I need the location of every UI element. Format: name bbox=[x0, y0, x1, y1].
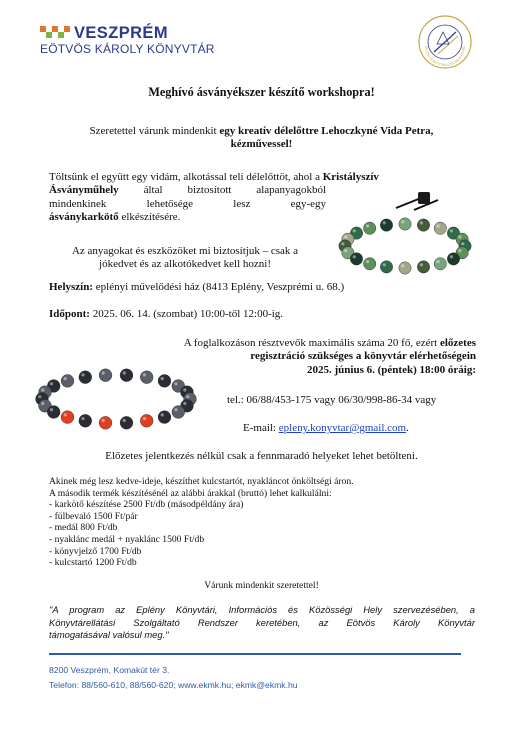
bead-highlight bbox=[102, 371, 105, 374]
bead-highlight bbox=[383, 263, 386, 266]
bead-highlight bbox=[174, 382, 177, 385]
logo-name: VESZPRÉM bbox=[74, 24, 168, 42]
bead-highlight bbox=[183, 402, 186, 405]
bead-highlight bbox=[81, 417, 84, 420]
bead bbox=[61, 375, 74, 388]
bead bbox=[350, 253, 362, 265]
desc-bracelet: ásványkarkötő bbox=[49, 211, 119, 224]
registration-note bbox=[170, 337, 476, 377]
location-label: Helyszín: bbox=[49, 281, 93, 293]
welcome-line: Várunk mindenkit szeretettel! bbox=[204, 580, 319, 591]
green-bracelet-image bbox=[334, 190, 476, 282]
bead-highlight bbox=[458, 235, 461, 238]
email-label: E-mail: bbox=[243, 422, 279, 434]
registration-line1: A foglalkozáson résztvevők maximális száma 20 fő, ezért bbox=[183, 337, 440, 349]
bead bbox=[417, 219, 429, 231]
bead-highlight bbox=[174, 408, 177, 411]
logo-subtitle: EÖTVÖS KÁROLY KÖNYVTÁR bbox=[40, 42, 215, 56]
bead-highlight bbox=[123, 371, 126, 374]
quote-line1: "A program az Eplény Könyvtári, Információs és Közösségi Hely szervezésében, a bbox=[49, 604, 475, 615]
footer-divider bbox=[49, 653, 461, 655]
bead-highlight bbox=[366, 260, 369, 263]
email-line bbox=[243, 422, 483, 435]
bead-highlight bbox=[64, 413, 67, 416]
footer-address: 8200 Veszprém, Komakút tér 3. bbox=[49, 665, 170, 675]
bead-highlight bbox=[50, 408, 53, 411]
desc-line4: elkészítésére. bbox=[118, 211, 181, 224]
time-line bbox=[49, 308, 489, 321]
bead-highlight bbox=[420, 221, 423, 224]
bead-highlight bbox=[437, 224, 440, 227]
bead-highlight bbox=[401, 264, 404, 267]
bead-highlight bbox=[344, 249, 347, 252]
bead-highlight bbox=[437, 260, 440, 263]
bead-highlight bbox=[353, 255, 356, 258]
bead-highlight bbox=[461, 242, 464, 245]
price-item: - medál 800 Ft/db bbox=[49, 522, 118, 534]
extra-line1: Akinek még lesz kedve-ideje, készíthet kulcstartót, nyakláncot önköltségi áron. bbox=[49, 476, 354, 487]
email-link[interactable]: epleny.konyvtar@gmail.com bbox=[278, 422, 407, 434]
registration-line2: regisztráció szükséges a könyvtár elérhetőségein bbox=[250, 350, 476, 363]
desc-line2: által biztosított alapanyagokból bbox=[118, 184, 326, 197]
intro-bold-line1: egy kreatív délelőttre Lehoczkyné Vida Petra, bbox=[219, 125, 434, 137]
desc-brand-a: Kristályszív bbox=[322, 171, 379, 183]
svg-text:EPLÉNY KÖNYVTÁRI SZOLGÁLTATÓ H bbox=[417, 14, 466, 67]
bead-highlight bbox=[41, 402, 44, 405]
intro-bold-line2: kézművessel! bbox=[230, 138, 293, 151]
bead-highlight bbox=[102, 419, 105, 422]
bead bbox=[364, 222, 376, 234]
bead-highlight bbox=[186, 395, 189, 398]
bead bbox=[380, 261, 392, 273]
registration-notice: Előzetes jelentkezés nélkül csak a fennmaradó helyeket lehet betölteni. bbox=[105, 450, 418, 462]
bead bbox=[399, 262, 411, 274]
phone-line: tel.: 06/88/453-175 vagy 06/30/998-86-34 vagy bbox=[227, 394, 437, 406]
desc-line1: Töltsünk el együtt egy vidám, alkotással teli délelőttöt, ahol a bbox=[49, 171, 323, 183]
intro-paragraph bbox=[40, 125, 483, 152]
price-item: - nyaklánc medál + nyaklánc 1500 Ft/db bbox=[49, 533, 205, 545]
bead bbox=[120, 416, 133, 429]
bead-highlight bbox=[366, 224, 369, 227]
logo-checker-icon bbox=[40, 26, 70, 40]
intro-text: Szeretettel várunk mindenkit bbox=[89, 125, 220, 137]
bead bbox=[79, 414, 92, 427]
price-item: - kulcstartó 1200 Ft/db bbox=[49, 557, 137, 569]
bead-highlight bbox=[450, 229, 453, 232]
bead-highlight bbox=[450, 255, 453, 258]
extra-info bbox=[49, 476, 489, 569]
registration-bold: előzetes bbox=[439, 337, 476, 349]
bead-highlight bbox=[344, 235, 347, 238]
bead-highlight bbox=[143, 373, 146, 376]
price-item: - könyvjelző 1700 Ft/db bbox=[49, 545, 142, 557]
bead-highlight bbox=[420, 263, 423, 266]
bead-highlight bbox=[383, 221, 386, 224]
bead bbox=[399, 218, 411, 230]
bead bbox=[79, 371, 92, 384]
time-label: Időpont: bbox=[49, 308, 90, 320]
materials-note bbox=[40, 245, 330, 272]
extra-line2: A második termék készítésénél az alábbi árakkal (bruttó) lehet kalkulálni: bbox=[49, 487, 332, 499]
quote-line3: támogatásával valósul meg." bbox=[49, 629, 169, 641]
bead bbox=[434, 222, 446, 234]
materials-line2: jókedvet és az alkotókedvet kell hozni! bbox=[99, 258, 271, 271]
bead-highlight bbox=[353, 229, 356, 232]
desc-line3: mindenkinek lehetősége lesz egy-egy bbox=[49, 197, 326, 210]
bead bbox=[140, 371, 153, 384]
bead-highlight bbox=[123, 419, 126, 422]
seal-text: EPLÉNY KÖNYVTÁRI SZOLGÁLTATÓ HEL bbox=[423, 45, 467, 68]
bead-highlight bbox=[41, 388, 44, 391]
bead bbox=[158, 375, 171, 388]
time-value: 2025. 06. 14. (szombat) 10:00-től 12:00-ig. bbox=[89, 308, 284, 320]
bead bbox=[47, 406, 60, 419]
registration-deadline: 2025. június 6. (péntek) 18:00 óráig: bbox=[307, 363, 476, 376]
bead bbox=[120, 369, 133, 382]
bead-highlight bbox=[38, 395, 41, 398]
bead bbox=[61, 411, 74, 424]
location-value: eplényi művelődési ház (8413 Eplény, Veszprémi u. 68.) bbox=[93, 281, 345, 293]
quote-line2: Könyvtárellátási Szolgáltató Rendszer keretében, az Eötvös Károly Könyvtár bbox=[49, 616, 475, 628]
bead-highlight bbox=[161, 377, 164, 380]
bead-highlight bbox=[64, 377, 67, 380]
bead bbox=[364, 258, 376, 270]
bead-highlight bbox=[401, 220, 404, 223]
program-sponsor-quote bbox=[49, 604, 475, 642]
bead bbox=[140, 414, 153, 427]
red-black-bracelet-image bbox=[34, 366, 198, 432]
page-title: Meghívó ásványékszer készítő workshopra! bbox=[148, 85, 375, 99]
bead bbox=[172, 406, 185, 419]
bead-highlight bbox=[50, 382, 53, 385]
footer-contacts: Telefon: 88/560-610, 88/560-620; www.ekmk.hu; ekmk@ekmk.hu bbox=[49, 680, 298, 690]
bead bbox=[447, 253, 459, 265]
bead bbox=[434, 258, 446, 270]
bead bbox=[417, 261, 429, 273]
price-item: - fülbevaló 1500 Ft/pár bbox=[49, 510, 138, 522]
email-end: . bbox=[406, 422, 409, 434]
bead-highlight bbox=[458, 249, 461, 252]
bead bbox=[99, 416, 112, 429]
bead-highlight bbox=[81, 373, 84, 376]
price-list bbox=[49, 499, 489, 569]
location-line bbox=[49, 281, 489, 294]
bead bbox=[158, 411, 171, 424]
bead bbox=[380, 219, 392, 231]
bead-highlight bbox=[161, 413, 164, 416]
bead-highlight bbox=[143, 417, 146, 420]
bead-highlight bbox=[183, 388, 186, 391]
materials-line1: Az anyagokat és eszközöket mi biztosítjuk – csak a bbox=[71, 245, 299, 257]
desc-brand-b: Ásványműhely bbox=[49, 184, 119, 197]
library-seal-icon bbox=[417, 14, 473, 70]
bead bbox=[99, 369, 112, 382]
bead-highlight bbox=[341, 242, 344, 245]
price-item: - karkötő készítése 2500 Ft/db (másodpéldány ára) bbox=[49, 499, 244, 511]
